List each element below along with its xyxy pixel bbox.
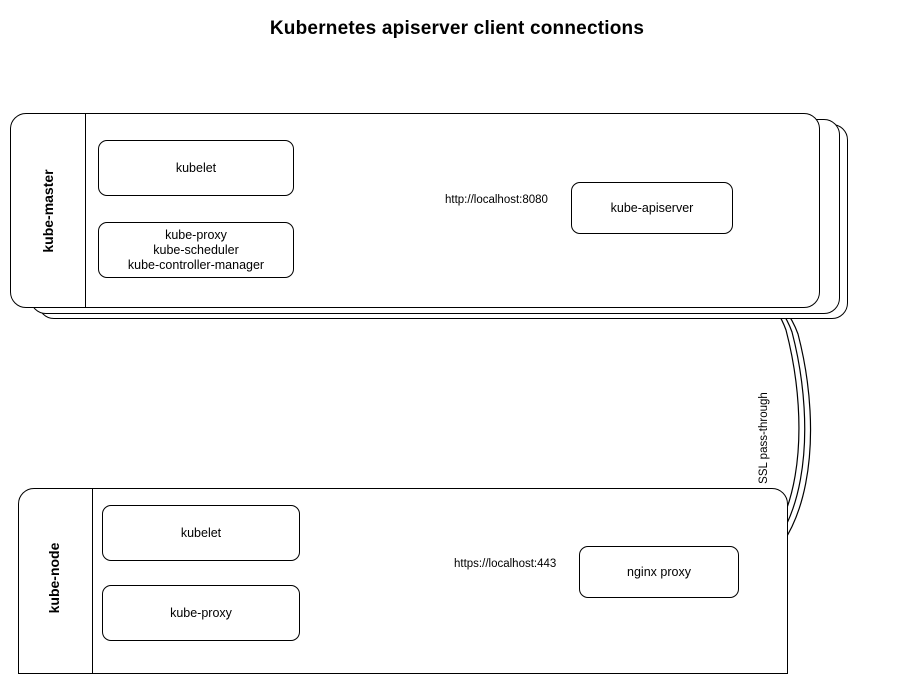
node-node-kubelet-label: kubelet [180,525,222,540]
node-nginx-proxy[interactable] [579,546,739,598]
node-master-components[interactable] [98,222,294,278]
page-title: Kubernetes apiserver client connections [269,18,645,39]
edge-label-master-http: http://localhost:8080 [445,194,548,206]
node-master-kubelet[interactable] [98,140,294,196]
node-master-kubelet-label: kubelet [175,160,217,175]
edge-label-node-https: https://localhost:443 [454,558,557,570]
node-node-kubelet[interactable] [102,505,300,561]
edge-label-ssl-passthrough: SSL pass-through [758,392,770,484]
kube-node-label: kube-node [46,542,62,614]
kube-master-label-divider [85,113,86,308]
kube-node-label-divider [92,488,93,674]
node-node-kube-proxy-label: kube-proxy [170,605,232,620]
kube-master-label: kube-master [40,169,56,253]
node-nginx-proxy-label: nginx proxy [627,564,691,579]
node-kube-apiserver-label: kube-apiserver [610,200,694,215]
node-master-components-line-3: kube-controller-manager [127,257,265,272]
node-master-components-line-2: kube-scheduler [153,242,239,257]
node-node-kube-proxy[interactable] [102,585,300,641]
node-master-components-line-1: kube-proxy [165,227,227,242]
node-kube-apiserver[interactable] [571,182,733,234]
